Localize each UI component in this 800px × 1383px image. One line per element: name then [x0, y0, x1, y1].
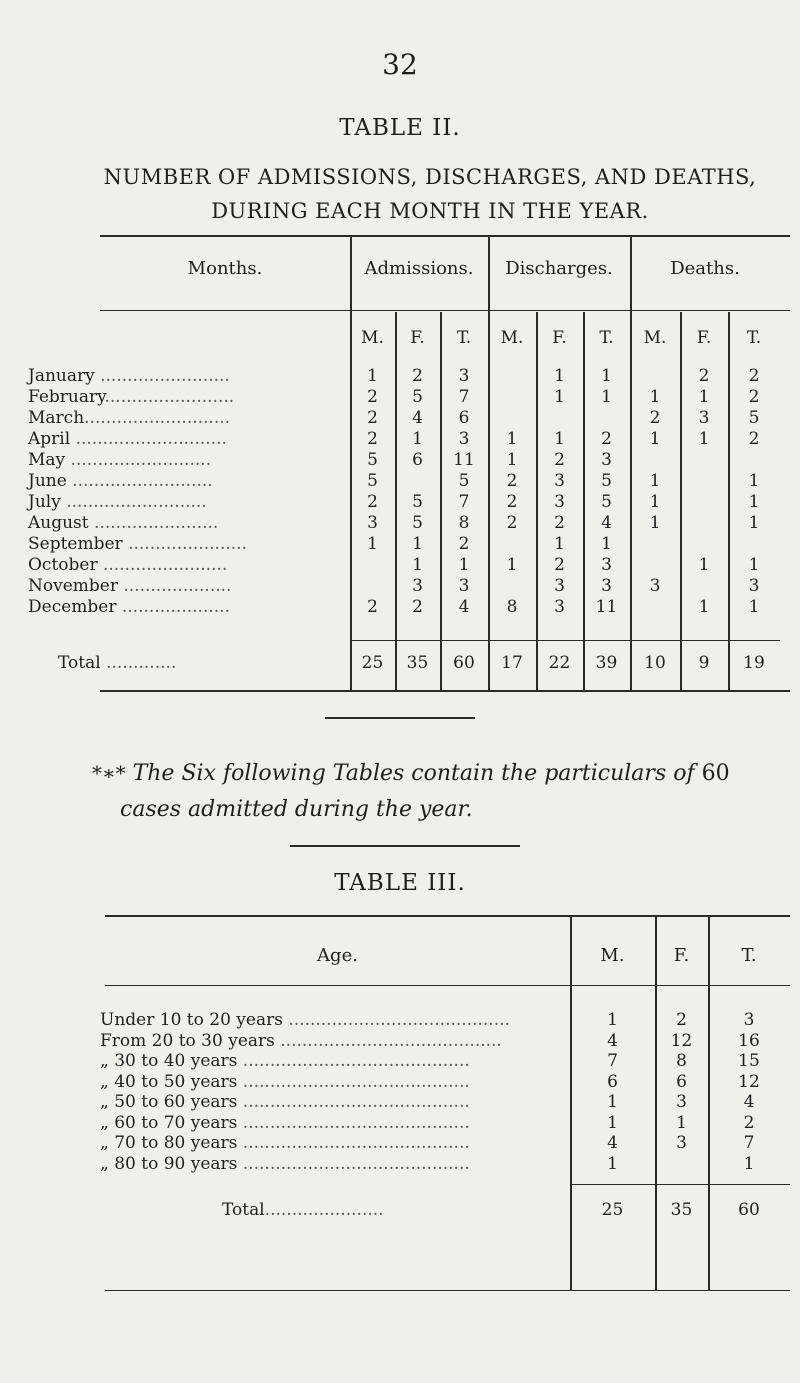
t2-cell: 3 — [601, 555, 612, 575]
t2-cell: 1 — [748, 513, 760, 533]
t2-cell: 6 — [458, 408, 470, 428]
t3-header-age: Age. — [317, 945, 358, 966]
t2-row-label-text: October — [28, 555, 98, 575]
t3-top-rule — [105, 915, 790, 917]
t3-bottom-rule — [105, 1290, 790, 1291]
t3-row-label — [100, 1010, 510, 1030]
t2-row-label-text: September — [28, 534, 123, 554]
t2-cell: 2 — [554, 555, 565, 575]
t3-cell: 7 — [743, 1133, 755, 1153]
note-text: The Six following Tables contain the particulars of — [132, 761, 695, 786]
t2-cell: 2 — [458, 534, 470, 554]
t2-row-label — [28, 555, 227, 575]
note-number: 60 — [701, 761, 730, 786]
t2-cell: 1 — [649, 429, 661, 449]
t3-cell: 1 — [607, 1092, 618, 1112]
t2-cell: 4 — [458, 597, 470, 617]
t3-total-rule — [570, 1184, 790, 1185]
t2-cell: 5 — [601, 471, 612, 491]
t2-cell: 2 — [698, 366, 710, 386]
t3-cell: 6 — [676, 1072, 687, 1092]
t2-cell: 2 — [506, 492, 518, 512]
t2-cell: 1 — [412, 534, 423, 554]
t2-cell: 2 — [412, 366, 423, 386]
t2-total-label-dots: ............. — [100, 653, 177, 673]
t2-cell: 3 — [554, 597, 565, 617]
t2-cell: 3 — [367, 513, 378, 533]
t2-row-label-text: June — [28, 471, 67, 491]
t3-row-label-dots: .......................................... — [237, 1092, 470, 1112]
t2-cell: 2 — [748, 429, 760, 449]
t3-row-label-text: „ 50 to 60 years — [100, 1092, 238, 1112]
t2-row-label-dots: ....................... — [88, 513, 219, 533]
t3-row-label-dots: ......................................... — [274, 1031, 502, 1051]
table2-title: TABLE II. — [339, 115, 461, 141]
t3-cell: 8 — [676, 1051, 687, 1071]
t2-cell: 2 — [554, 513, 565, 533]
t2-row-label — [28, 408, 230, 428]
t2-row-label-dots: ........................ — [104, 387, 235, 407]
t2-row-label-dots: .......................... — [65, 450, 212, 470]
t3-row-label — [100, 1051, 470, 1071]
t2-total-cell: 60 — [453, 653, 475, 673]
t2-row-label-text: November — [28, 576, 118, 596]
t2-cell: 11 — [453, 450, 475, 470]
t2-row-label-dots: ............................ — [70, 429, 227, 449]
t2-cell: 2 — [601, 429, 612, 449]
t3-row-label-text: From 20 to 30 years — [100, 1031, 275, 1051]
t2-cell: 1 — [601, 366, 612, 386]
t2-cell: 3 — [748, 576, 760, 596]
t2-row-label-text: March — [28, 408, 85, 428]
t3-header: T. — [741, 945, 757, 966]
table2-subtitle-line2: DURING EACH MONTH IN THE YEAR. — [211, 199, 649, 223]
t2-cell: 2 — [748, 387, 760, 407]
t2-row-label-text: December — [28, 597, 117, 617]
t2-cell: 3 — [554, 576, 565, 596]
t2-row-label-text: January — [28, 366, 95, 386]
t3-total-cell: 60 — [738, 1200, 760, 1220]
t2-subheader: T. — [746, 328, 762, 348]
t3-total-label-dots: ...................... — [264, 1200, 384, 1220]
t2-cell: 1 — [458, 555, 470, 575]
table3-title: TABLE III. — [334, 870, 466, 896]
t2-cell: 3 — [698, 408, 710, 428]
table2-subtitle-line1: NUMBER OF ADMISSIONS, DISCHARGES, AND DEATHS, — [103, 165, 757, 189]
t2-cell: 1 — [367, 366, 378, 386]
t3-row-label-text: „ 40 to 50 years — [100, 1072, 238, 1092]
t3-row-label — [100, 1072, 470, 1092]
t3-cell: 1 — [743, 1154, 755, 1174]
t2-row-label — [28, 471, 213, 491]
t2-row-label-dots: .......................... — [66, 471, 213, 491]
t2-header-group: Deaths. — [670, 258, 740, 279]
t2-cell: 2 — [506, 513, 518, 533]
t2-cell: 5 — [412, 387, 423, 407]
t2-row-label — [28, 366, 230, 386]
t2-total-cell: 22 — [548, 653, 571, 673]
t2-total-rule — [350, 640, 780, 641]
t2-header-months: Months. — [187, 258, 263, 279]
t3-cell: 1 — [607, 1010, 618, 1030]
t2-header-group: Admissions. — [364, 258, 474, 279]
t2-row-label — [28, 387, 234, 407]
page-number: 32 — [382, 48, 418, 81]
t3-row-label-dots: .......................................... — [237, 1133, 470, 1153]
t2-cell: 2 — [412, 597, 423, 617]
t2-row-label-dots: ....................... — [97, 555, 228, 575]
t2-row-label-dots: ........................... — [84, 408, 231, 428]
t2-row-label — [28, 492, 207, 512]
t2-subheader: M. — [500, 328, 524, 348]
t2-cell: 11 — [595, 597, 618, 617]
t2-row-label — [28, 513, 218, 533]
t2-row-label-dots: .......................... — [60, 492, 207, 512]
t3-cell: 2 — [676, 1010, 687, 1030]
t2-cell: 2 — [367, 408, 378, 428]
t2-cell: 3 — [601, 576, 612, 596]
t2-cell: 1 — [367, 534, 378, 554]
t3-header: M. — [600, 945, 625, 966]
t2-cell: 1 — [698, 387, 710, 407]
t3-row-label — [100, 1092, 470, 1112]
t3-cell: 3 — [743, 1010, 755, 1030]
t2-cell: 2 — [367, 429, 378, 449]
t2-cell: 1 — [748, 555, 760, 575]
t2-total-label-text: Total — [58, 653, 101, 673]
t2-cell: 4 — [601, 513, 612, 533]
t3-row-label — [100, 1031, 502, 1051]
t2-total-cell: 17 — [501, 653, 523, 673]
t2-subheader: F. — [410, 328, 425, 348]
t2-total-cell: 19 — [743, 653, 765, 673]
t2-cell: 2 — [367, 387, 378, 407]
t3-row-label-dots: .......................................... — [237, 1113, 470, 1133]
t3-cell: 3 — [676, 1133, 687, 1153]
t2-subheader: F. — [552, 328, 567, 348]
t2-total-cell: 25 — [361, 653, 384, 673]
note-bottom-rule — [290, 845, 520, 847]
t2-cell: 1 — [506, 450, 518, 470]
t2-cell: 1 — [506, 429, 518, 449]
t2-row-label-text: February — [28, 387, 105, 407]
t2-cell: 3 — [554, 471, 565, 491]
t2-cell: 1 — [649, 471, 661, 491]
t2-cell: 1 — [554, 387, 565, 407]
t2-cell: 1 — [554, 366, 565, 386]
t2-row-label-text: July — [28, 492, 61, 512]
t3-header: F. — [673, 945, 690, 966]
t3-row-label-dots: ......................................... — [282, 1010, 510, 1030]
t3-row-label-text: „ 80 to 90 years — [100, 1154, 238, 1174]
t2-row-label — [28, 597, 230, 617]
t3-row-label — [100, 1133, 470, 1153]
t2-row-label-dots: ...................... — [122, 534, 247, 554]
t2-row-label — [28, 429, 227, 449]
t2-cell: 5 — [412, 513, 423, 533]
t3-cell: 6 — [607, 1072, 618, 1092]
t2-subheader: T. — [456, 328, 472, 348]
t2-cell: 4 — [412, 408, 423, 428]
t2-cell: 3 — [649, 576, 661, 596]
t3-total-cell: 25 — [601, 1200, 624, 1220]
t3-total-cell: 35 — [670, 1200, 693, 1220]
note-line1 — [92, 755, 792, 792]
t2-cell: 1 — [412, 429, 423, 449]
t3-cell: 4 — [743, 1092, 755, 1112]
t2-cell: 1 — [748, 597, 760, 617]
note-stars: *∗* — [92, 761, 126, 785]
t2-vrule — [630, 235, 632, 690]
t2-cell: 5 — [748, 408, 760, 428]
t2-cell: 1 — [506, 555, 518, 575]
t2-cell: 5 — [601, 492, 612, 512]
t2-subheader: M. — [643, 328, 667, 348]
t3-cell: 4 — [607, 1133, 618, 1153]
t3-cell: 1 — [607, 1113, 618, 1133]
t2-cell: 5 — [458, 471, 470, 491]
t2-cell: 8 — [458, 513, 470, 533]
t2-cell: 1 — [698, 555, 710, 575]
t2-cell: 8 — [506, 597, 518, 617]
t2-top-rule — [100, 235, 790, 237]
t2-cell: 1 — [601, 534, 612, 554]
t2-cell: 7 — [458, 387, 470, 407]
t2-subheader: T. — [599, 328, 614, 348]
t3-cell: 4 — [607, 1031, 618, 1051]
note-top-rule — [325, 717, 475, 719]
t2-cell: 1 — [698, 429, 710, 449]
t2-cell: 5 — [412, 492, 423, 512]
t2-cell: 5 — [367, 450, 378, 470]
t2-cell: 6 — [412, 450, 423, 470]
t2-row-label-dots: .................... — [116, 597, 230, 617]
t2-cell: 1 — [649, 513, 661, 533]
t2-cell: 3 — [554, 492, 565, 512]
t3-cell: 16 — [738, 1031, 760, 1051]
t3-cell: 12 — [738, 1072, 760, 1092]
t3-row-label — [100, 1113, 470, 1133]
t2-cell: 2 — [554, 450, 565, 470]
t2-subheader: F. — [696, 328, 712, 348]
t2-cell: 1 — [412, 555, 423, 575]
t2-cell: 1 — [554, 534, 565, 554]
t2-cell: 1 — [649, 492, 661, 512]
t3-cell: 3 — [676, 1092, 687, 1112]
t2-row-label-dots: .................... — [117, 576, 232, 596]
t3-cell: 15 — [738, 1051, 760, 1071]
t3-row-label-text: „ 60 to 70 years — [100, 1113, 238, 1133]
t2-cell: 3 — [412, 576, 423, 596]
t3-row-label-text: „ 70 to 80 years — [100, 1133, 238, 1153]
t2-cell: 2 — [367, 492, 378, 512]
t2-subhead-rule — [100, 310, 790, 311]
t2-total-cell: 39 — [595, 653, 618, 673]
t2-header-group: Discharges. — [505, 258, 613, 279]
t2-cell: 7 — [458, 492, 470, 512]
t3-cell: 7 — [607, 1051, 618, 1071]
t3-cell: 1 — [607, 1154, 618, 1174]
t3-row-label — [100, 1154, 470, 1174]
t2-total-label — [58, 653, 176, 673]
note-line2: cases admitted during the year. — [120, 797, 473, 822]
t2-cell: 3 — [458, 429, 470, 449]
t2-cell: 2 — [506, 471, 518, 491]
t2-cell: 1 — [601, 387, 612, 407]
t3-cell: 2 — [743, 1113, 755, 1133]
t3-row-label-text: Under 10 to 20 years — [100, 1010, 283, 1030]
t2-total-cell: 10 — [644, 653, 666, 673]
t2-cell: 2 — [367, 597, 378, 617]
t2-cell: 3 — [458, 576, 470, 596]
t2-total-cell: 9 — [698, 653, 710, 673]
t2-row-label-text: April — [28, 429, 71, 449]
table2-subtitle — [60, 160, 800, 228]
t2-cell: 1 — [748, 471, 760, 491]
t2-cell: 2 — [649, 408, 661, 428]
t2-total-cell: 35 — [406, 653, 429, 673]
t2-cell: 1 — [698, 597, 710, 617]
t2-cell: 1 — [554, 429, 565, 449]
t2-bottom-rule — [100, 690, 790, 692]
t2-cell: 5 — [367, 471, 378, 491]
t2-cell: 3 — [601, 450, 612, 470]
t2-cell: 1 — [649, 387, 661, 407]
note — [92, 755, 792, 828]
t3-total-label-text: Total — [222, 1200, 265, 1220]
t3-total-label — [222, 1200, 384, 1220]
t2-row-label-dots: ........................ — [94, 366, 230, 386]
t3-head-rule — [105, 985, 790, 986]
t2-row-label — [28, 576, 231, 596]
t2-cell: 2 — [748, 366, 760, 386]
t2-row-label — [28, 534, 247, 554]
t3-row-label-dots: .......................................... — [237, 1154, 470, 1174]
t2-cell: 1 — [748, 492, 760, 512]
t3-cell: 1 — [676, 1113, 687, 1133]
t2-row-label-text: May — [28, 450, 66, 470]
t3-row-label-dots: .......................................... — [237, 1051, 470, 1071]
t2-cell: 3 — [458, 366, 470, 386]
t2-row-label-text: August — [28, 513, 89, 533]
t2-subheader: M. — [361, 328, 384, 348]
t3-cell: 12 — [670, 1031, 693, 1051]
t3-row-label-text: „ 30 to 40 years — [100, 1051, 238, 1071]
t2-row-label — [28, 450, 211, 470]
t3-row-label-dots: .......................................... — [237, 1072, 470, 1092]
